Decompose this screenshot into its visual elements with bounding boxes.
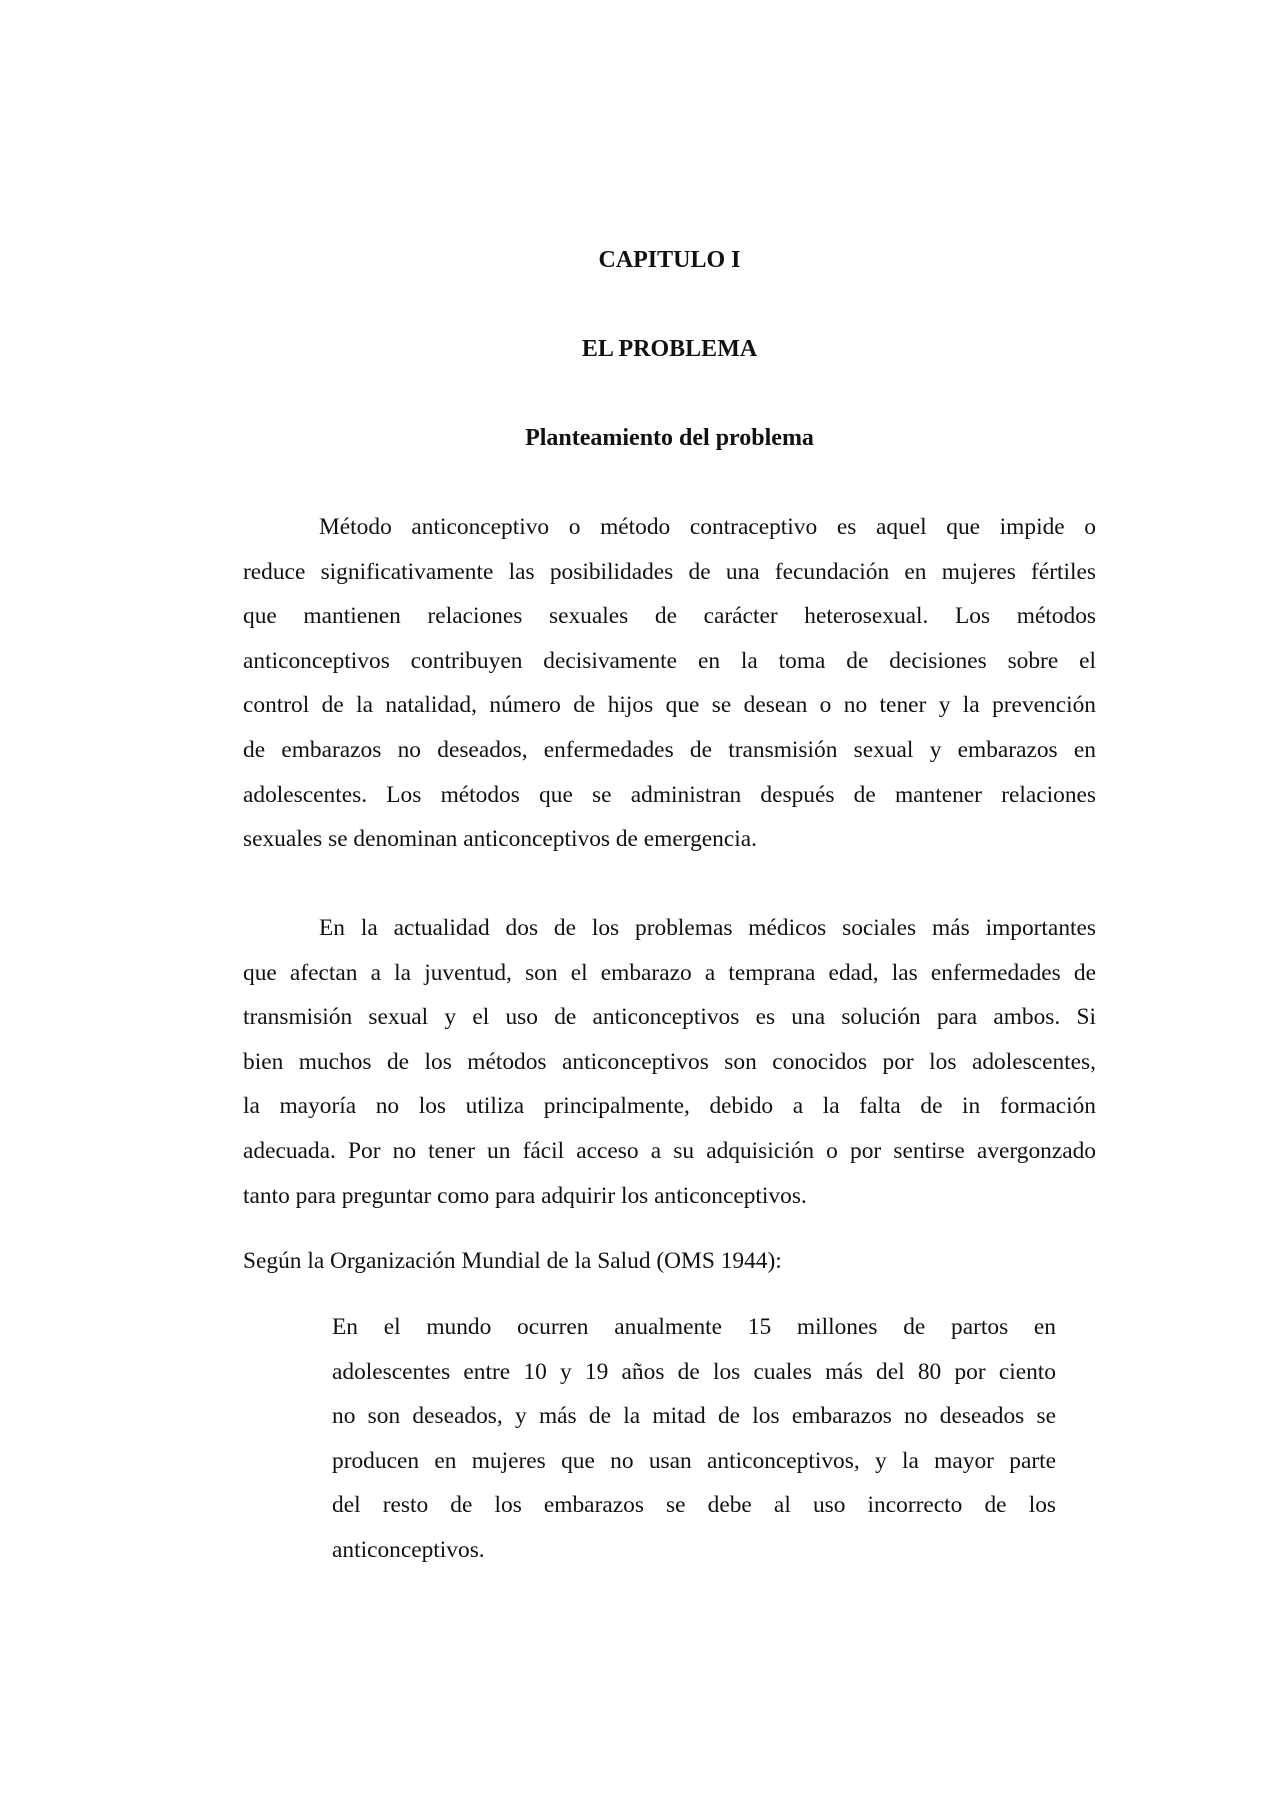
quote-line: producen en mujeres que no usan anticonceptivos, y la mayor parte (332, 1447, 1056, 1474)
chapter-heading: CAPITULO I (598, 247, 741, 273)
paragraph-line: que afectan a la juventud, son el embarazo a temprana edad, las enfermedades de (243, 959, 1096, 986)
paragraph-line: la mayoría no los utiliza principalmente, debido a la falta de in formación (243, 1093, 1096, 1120)
quote-line: adolescentes entre 10 y 19 años de los cuales más del 80 por ciento (332, 1358, 1056, 1385)
block-quote (332, 1305, 1056, 1573)
quote-line: En el mundo ocurren anualmente 15 millones de partos en (332, 1314, 1056, 1340)
section-heading: Planteamiento del problema (525, 425, 814, 451)
paragraph-line: de embarazos no deseados, enfermedades de transmisión sexual y embarazos en (243, 736, 1096, 763)
quote-line: anticonceptivos. (332, 1536, 485, 1563)
quote-line: del resto de los embarazos se debe al uso incorrecto de los (332, 1492, 1056, 1519)
chapter-title: EL PROBLEMA (581, 336, 758, 362)
paragraph-line: En la actualidad dos de los problemas médicos sociales más importantes (319, 915, 1096, 941)
paragraph-1 (243, 505, 1096, 862)
paragraph-line: bien muchos de los métodos anticonceptivos son conocidos por los adolescentes, (243, 1048, 1096, 1075)
quote-intro: Según la Organización Mundial de la Salud (OMS 1944): (243, 1248, 782, 1274)
paragraph-line: transmisión sexual y el uso de anticonceptivos es una solución para ambos. Si (243, 1004, 1096, 1031)
paragraph-line: control de la natalidad, número de hijos que se desean o no tener y la prevención (243, 692, 1096, 719)
paragraph-line: Método anticonceptivo o método contraceptivo es aquel que impide o (319, 514, 1096, 540)
paragraph-line: que mantienen relaciones sexuales de carácter heterosexual. Los métodos (243, 603, 1096, 630)
paragraph-line: adecuada. Por no tener un fácil acceso a su adquisición o por sentirse avergonzado (243, 1137, 1096, 1164)
paragraph-line: tanto para preguntar como para adquirir los anticonceptivos. (243, 1182, 807, 1209)
paragraph-2 (243, 906, 1096, 1218)
paragraph-line: reduce significativamente las posibilidades de una fecundación en mujeres fértiles (243, 558, 1096, 585)
paragraph-line: sexuales se denominan anticonceptivos de emergencia. (243, 826, 757, 853)
paragraph-line: anticonceptivos contribuyen decisivamente en la toma de decisiones sobre el (243, 647, 1096, 674)
paragraph-line: adolescentes. Los métodos que se administran después de mantener relaciones (243, 781, 1096, 808)
quote-line: no son deseados, y más de la mitad de los embarazos no deseados se (332, 1403, 1056, 1430)
